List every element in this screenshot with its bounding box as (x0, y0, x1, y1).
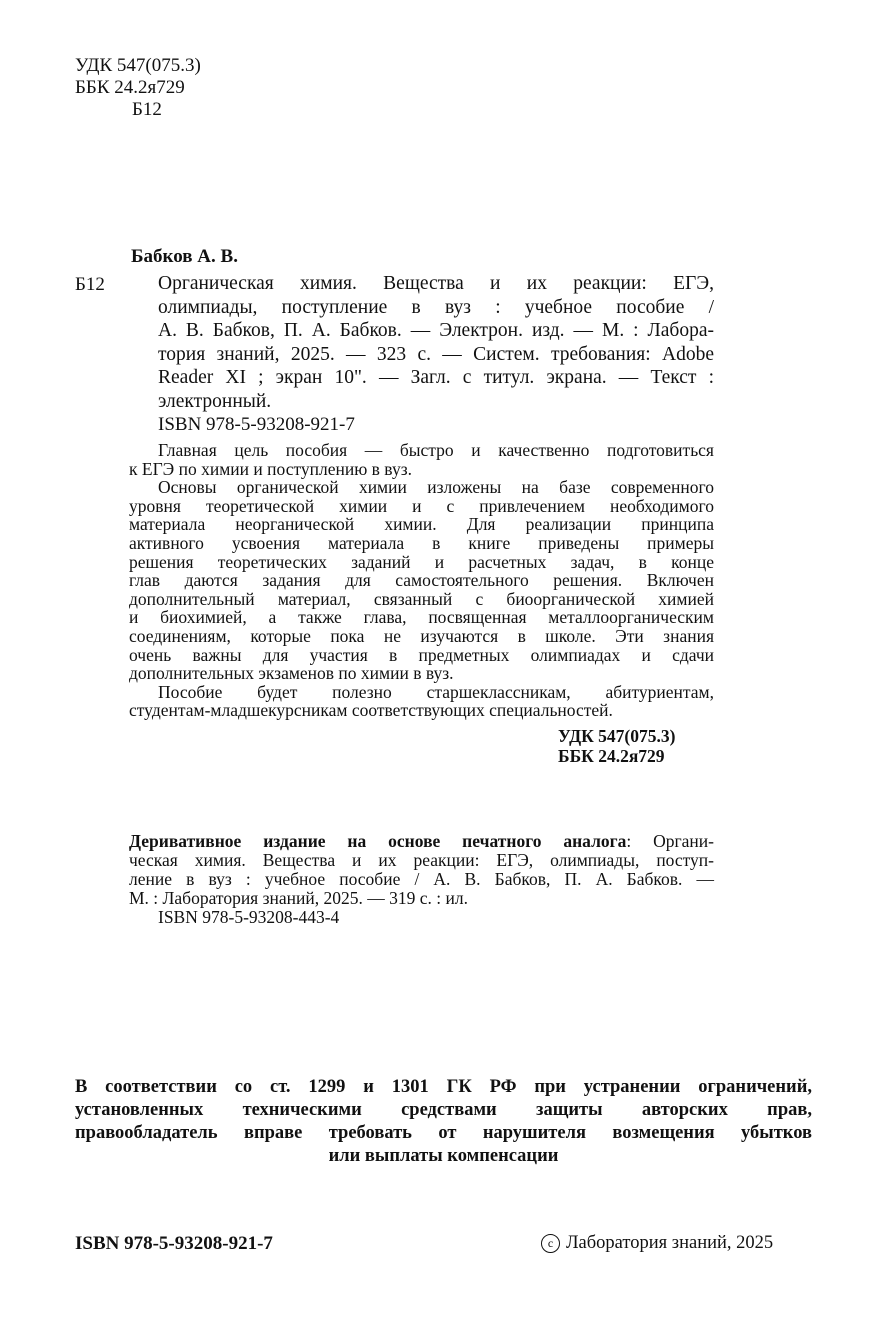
abstract-line: Пособие будет полезно старшеклассникам, абитуриентам, (158, 681, 714, 702)
description-line: тория знаний, 2025. — 323 с. — Систем. требования: Adobe (158, 343, 714, 365)
abstract-line: к ЕГЭ по химии и поступлению в вуз. (129, 458, 413, 479)
abstract-line: глав даются задания для самостоятельного решения. Включен (129, 570, 714, 591)
udk-bold: УДК 547(075.3) (558, 726, 676, 746)
derivative-isbn: ISBN 978-5-93208-443-4 (158, 907, 340, 927)
abstract (129, 441, 714, 720)
abstract-line: дополнительных экзаменов по химии в вуз. (129, 663, 454, 684)
author-heading: Бабков А. В. (131, 246, 238, 267)
abstract-line: активного усвоения материала в книге приведены примеры (129, 532, 714, 553)
record-code: Б12 (75, 274, 105, 295)
derivative-line-rest: : Органи- (626, 831, 714, 851)
derivative-label: Деривативное издание на основе печатного аналога (129, 831, 627, 851)
description-line: Органическая химия. Вещества и их реакции: ЕГЭ, (158, 273, 714, 294)
derivative-line: ление в вуз : учебное пособие / А. В. Бабков, П. А. Бабков. — (129, 869, 714, 889)
author-mark: Б12 (132, 99, 162, 120)
description-line: Reader XI ; экран 10". — Загл. с титул. экрана. — Текст : (158, 367, 714, 388)
abstract-line: решения теоретических заданий и расчетных задач, в конце (129, 551, 714, 572)
isbn-record: ISBN 978-5-93208-921-7 (158, 414, 355, 435)
abstract-line: Основы органической химии изложены на базе современного (158, 477, 714, 498)
description-line: олимпиады, поступление в вуз : учебное пособие / (158, 296, 714, 318)
footer-isbn: ISBN 978-5-93208-921-7 (75, 1233, 273, 1254)
description-line: электронный. (158, 390, 272, 412)
abstract-line: дополнительный материал, связанный с биоорганической химией (129, 588, 714, 609)
abstract-line: уровня теоретической химии и с привлечением необходимого (129, 495, 714, 516)
legal-line: или выплаты компенсации (328, 1146, 559, 1166)
abstract-line: соединениям, которые пока не изучаются в школе. Эти знания (129, 625, 714, 646)
copyright-text: Лаборатория знаний, 2025 (566, 1233, 774, 1253)
description-line: А. В. Бабков, П. А. Бабков. — Электрон. изд. — М. : Лабора- (158, 320, 714, 341)
udk-bbk-block (558, 726, 675, 766)
derivative-line: ческая химия. Вещества и их реакции: ЕГЭ, олимпиады, поступ- (129, 850, 714, 870)
copyright-icon: c (541, 1234, 560, 1253)
abstract-line: Главная цель пособия — быстро и качественно подготовиться (158, 440, 714, 460)
abstract-line: очень важны для участия в предметных олимпиадах и сдачи (129, 644, 714, 665)
legal-line: В соответствии со ст. 1299 и 1301 ГК РФ при устранении ограничений, (75, 1077, 812, 1097)
bbk-bold: ББК 24.2я729 (558, 746, 665, 766)
derivative-edition (129, 832, 714, 927)
legal-notice (75, 1076, 812, 1168)
derivative-line (129, 832, 714, 851)
legal-line: установленных техническими средствами защиты авторских прав, (75, 1100, 812, 1120)
derivative-line: М. : Лаборатория знаний, 2025. — 319 с. : ил. (129, 888, 468, 908)
abstract-line: и биохимией, а также глава, посвященная металлоорганическим (129, 607, 714, 628)
classification-codes (75, 55, 201, 121)
abstract-line: материала неорганической химии. Для реализации принципа (129, 514, 714, 535)
bibliographic-description (158, 272, 714, 413)
bbk-code: ББК 24.2я729 (75, 77, 185, 98)
udk-code: УДК 547(075.3) (75, 55, 201, 76)
abstract-line: студентам-младшекурсникам соответствующих специальностей. (129, 700, 613, 721)
copyright-line (541, 1233, 773, 1254)
legal-line: правообладатель вправе требовать от нарушителя возмещения убытков (75, 1123, 812, 1143)
